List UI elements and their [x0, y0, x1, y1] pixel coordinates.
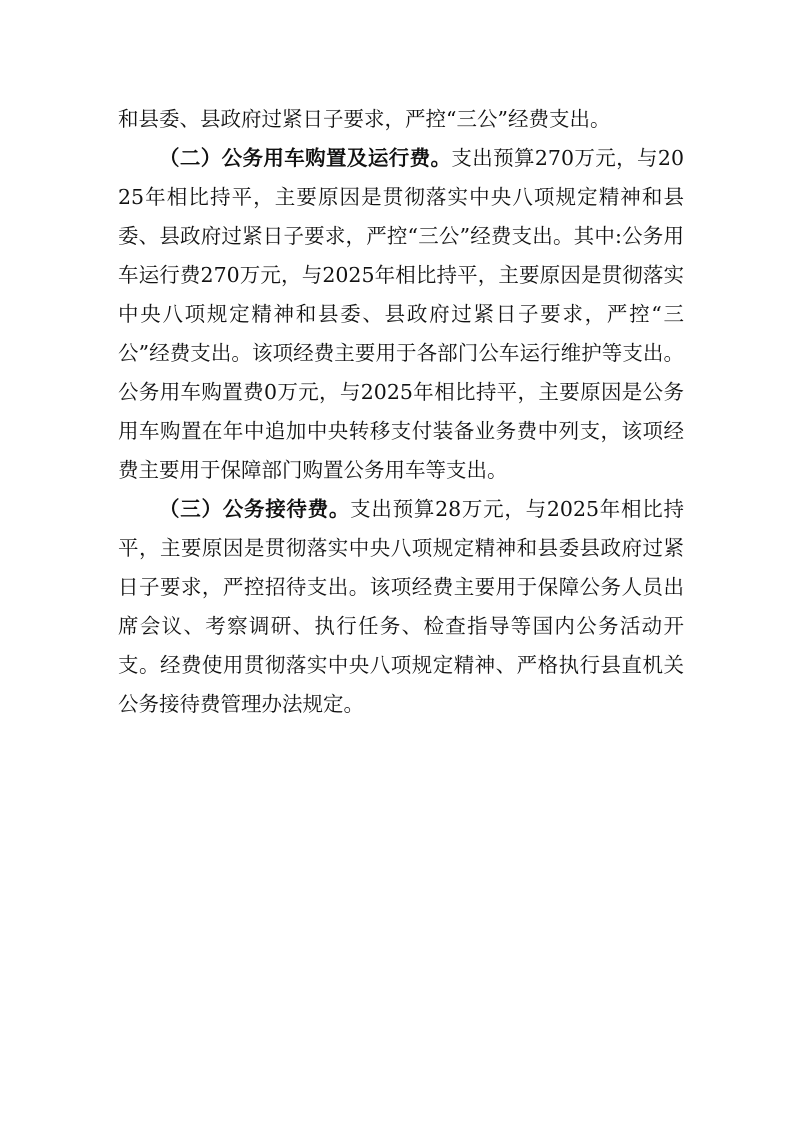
section-heading-reception: （三）公务接待费。: [159, 497, 351, 521]
paragraph-reception-expenses: [118, 490, 684, 724]
section-heading-vehicle: （二）公务用车购置及运行费。: [159, 146, 452, 170]
paragraph-text: 支出预算270万元，与2025年相比持平，主要原因是贯彻落实中央八项规定精神和县委、县政府过紧日子要求，严控“三公”经费支出。其中:公务用车运行费270万元，与2025年相比持平，主要原因是贯彻落实中央八项规定精神和县委、县政府过紧日子要求，严控“三公”经费支出。该项经费主要用于各部门公车运行维护等支出。公务用车购置费0万元，与2025年相比持平，主要原因是公务用车购置在年中追加中央转移支付装备业务费中列支，该项经费主要用于保障部门购置公务用车等支出。: [118, 146, 685, 482]
paragraph-text: 和县委、县政府过紧日子要求，严控“三公”经费支出。: [118, 107, 611, 131]
paragraph-vehicle-expenses: [118, 139, 684, 490]
paragraph-text: 支出预算28万元，与2025年相比持平，主要原因是贯彻落实中央八项规定精神和县委县政府过紧日子要求，严控招待支出。该项经费主要用于保障公务人员出席会议、考察调研、执行任务、检查指导等国内公务活动开支。经费使用贯彻落实中央八项规定精神、严格执行县直机关公务接待费管理办法规定。: [118, 497, 685, 716]
paragraph-continuation: [118, 100, 684, 139]
document-body: [118, 100, 684, 724]
